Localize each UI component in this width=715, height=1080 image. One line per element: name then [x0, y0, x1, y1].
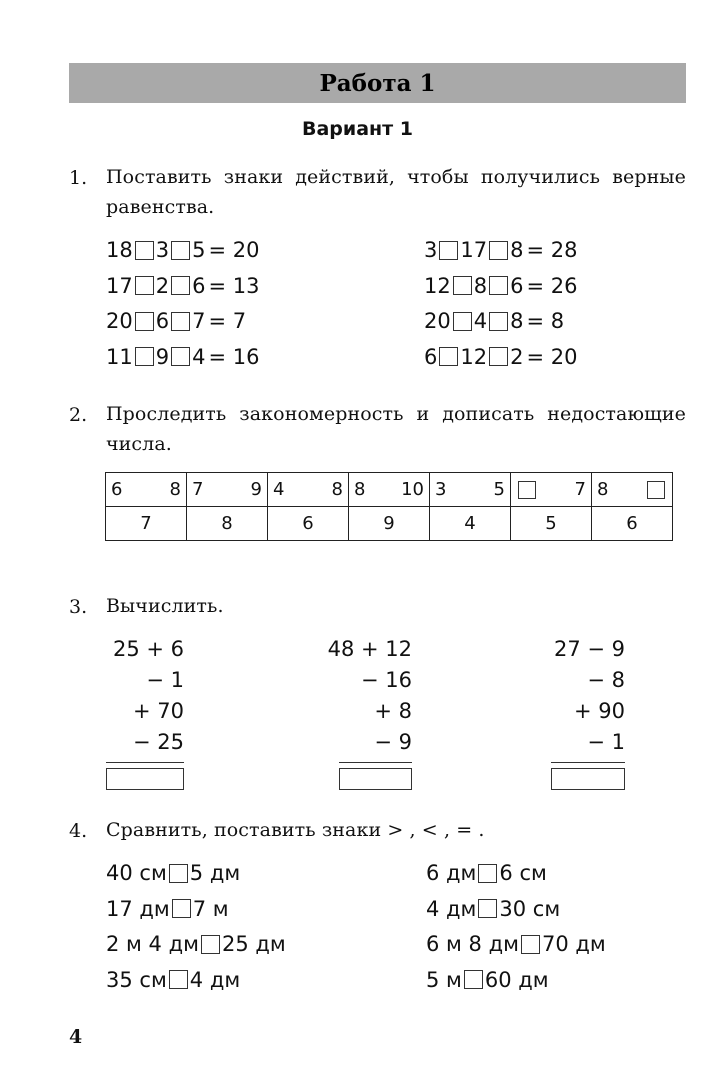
right-quantity: 4 дм: [189, 967, 241, 992]
left-equation: [106, 270, 259, 300]
operator-box[interactable]: [489, 312, 508, 331]
result: = 13: [208, 273, 260, 298]
left-quantity: 17 дм: [106, 896, 170, 921]
sign-box[interactable]: [169, 864, 188, 883]
pattern-number: 9: [250, 479, 262, 500]
calc-line: − 1: [146, 668, 184, 692]
pattern-number: 8: [169, 479, 181, 500]
pattern-number: 4: [273, 479, 285, 500]
operand: 2: [155, 273, 170, 298]
calc-line: + 8: [374, 699, 412, 723]
sign-box[interactable]: [478, 864, 497, 883]
variant-heading: Вариант 1: [301, 118, 413, 140]
result: = 8: [526, 309, 565, 333]
pattern-number: 7: [192, 479, 204, 500]
operator-box[interactable]: [489, 347, 508, 366]
calc-line: − 25: [133, 730, 184, 754]
operator-box[interactable]: [453, 312, 472, 331]
operand: 8: [510, 309, 524, 333]
operator-box[interactable]: [171, 312, 190, 331]
pattern-number: 8: [331, 479, 343, 500]
operator-box[interactable]: [171, 276, 190, 295]
result: = 16: [208, 344, 260, 369]
operand: 2: [510, 344, 524, 369]
comparison: [106, 893, 229, 923]
pattern-bottom-cell: 9: [349, 507, 430, 541]
comparison: [426, 928, 606, 958]
calc-line: − 1: [587, 730, 625, 754]
sign-box[interactable]: [521, 935, 540, 954]
task4-text: Сравнить, поставить знаки > , < , = .: [106, 819, 485, 841]
operator-box[interactable]: [171, 347, 190, 366]
right-quantity: 60 дм: [484, 967, 549, 992]
operator-box[interactable]: [489, 276, 508, 295]
operand: 12: [424, 273, 451, 298]
pattern-number: 5: [493, 479, 505, 500]
pattern-top-cell: [349, 473, 430, 507]
right-quantity: 7 м: [192, 896, 229, 921]
pattern-top-cell: [430, 473, 511, 507]
pattern-top-cell: [268, 473, 349, 507]
pattern-bottom-cell: 8: [187, 507, 268, 541]
operator-box[interactable]: [453, 276, 472, 295]
operand: 4: [473, 309, 488, 333]
operand: 6: [192, 273, 206, 298]
pattern-bottom-cell: 5: [511, 507, 592, 541]
operand: 12: [460, 344, 488, 369]
calc-line: 27 − 9: [553, 637, 625, 661]
operator-box[interactable]: [135, 241, 154, 260]
comparison: [426, 857, 547, 887]
pattern-number: 8: [354, 479, 366, 500]
pattern-bottom-cell: 7: [106, 507, 187, 541]
pattern-top-cell: [106, 473, 187, 507]
page-title: Работа 1: [319, 70, 436, 97]
left-quantity: 35 см: [106, 967, 167, 992]
operand: 20: [106, 309, 133, 333]
sign-box[interactable]: [169, 970, 188, 989]
task4-number: 4.: [69, 820, 88, 842]
calc-line: + 90: [574, 699, 625, 723]
operand: 3: [424, 238, 438, 262]
left-quantity: 6 м 8 дм: [426, 932, 519, 956]
operand: 6: [424, 344, 438, 369]
pattern-number: 10: [401, 479, 424, 500]
operand: 9: [155, 344, 170, 369]
sign-box[interactable]: [201, 935, 220, 954]
result-line: [339, 762, 412, 763]
calc-line: − 9: [374, 730, 412, 754]
operand: 7: [192, 309, 206, 333]
task2-number: 2.: [69, 404, 88, 426]
result: = 7: [208, 309, 247, 333]
pattern-bottom-cell: 4: [430, 507, 511, 541]
page-number: 4: [69, 1026, 83, 1048]
right-quantity: 30 см: [499, 896, 561, 921]
pattern-bottom-cell: 6: [592, 507, 673, 541]
task1-number: 1.: [69, 167, 88, 189]
task1-text: Поставить знаки действий, чтобы получились верные равенства.: [106, 166, 686, 218]
left-equation: [106, 234, 259, 264]
task3-text: Вычислить.: [106, 595, 224, 617]
pattern-bottom-cell: 6: [268, 507, 349, 541]
operand: 5: [192, 238, 206, 262]
sign-box[interactable]: [478, 899, 497, 918]
calc-column-3: [545, 634, 625, 758]
answer-box[interactable]: [339, 768, 412, 790]
task3-number: 3.: [69, 596, 88, 618]
operand: 18: [106, 238, 133, 262]
sign-box[interactable]: [464, 970, 483, 989]
title-bar: [69, 63, 686, 103]
operand: 11: [106, 344, 133, 369]
result-line: [106, 762, 184, 763]
operand: 20: [424, 309, 451, 333]
left-equation: [106, 341, 259, 371]
right-quantity: 5 дм: [189, 861, 241, 885]
right-quantity: 25 дм: [221, 932, 286, 956]
sign-box[interactable]: [172, 899, 191, 918]
operator-box[interactable]: [439, 241, 458, 260]
pattern-table: [105, 472, 673, 541]
operator-box[interactable]: [135, 276, 154, 295]
pattern-top-cell: [187, 473, 268, 507]
operand: 6: [510, 273, 524, 298]
calc-line: + 70: [133, 699, 184, 723]
calc-column-1: [106, 634, 184, 758]
left-quantity: 6 дм: [426, 861, 477, 885]
result: = 20: [526, 344, 578, 369]
right-equation: [424, 234, 577, 264]
missing-number-box[interactable]: [518, 481, 536, 499]
operator-box[interactable]: [135, 347, 154, 366]
operand: 3: [155, 238, 170, 262]
pattern-top-cell: [511, 473, 592, 507]
pattern-number: 8: [597, 479, 609, 500]
result: = 26: [526, 273, 578, 298]
calc-line: 25 + 6: [112, 637, 184, 661]
pattern-top-cell: [592, 473, 673, 507]
pattern-number: 3: [435, 479, 447, 500]
left-quantity: 40 см: [106, 861, 167, 885]
result-line: [551, 762, 625, 763]
pattern-number: 6: [111, 479, 123, 500]
left-quantity: 5 м: [426, 967, 462, 992]
result: = 28: [526, 238, 578, 262]
left-quantity: 4 дм: [426, 896, 477, 921]
operand: 8: [510, 238, 524, 262]
comparison: [426, 893, 560, 923]
left-quantity: 2 м 4 дм: [106, 932, 199, 956]
operator-box[interactable]: [489, 241, 508, 260]
calc-line: − 8: [587, 668, 625, 692]
calc-line: − 16: [361, 668, 412, 692]
operator-box[interactable]: [439, 347, 458, 366]
left-equation: [106, 305, 246, 335]
right-equation: [424, 341, 577, 371]
right-equation: [424, 270, 577, 300]
comparison: [426, 964, 549, 994]
right-equation: [424, 305, 564, 335]
result: = 20: [208, 238, 260, 262]
answer-box[interactable]: [551, 768, 625, 790]
operand: 8: [473, 273, 488, 298]
operator-box[interactable]: [135, 312, 154, 331]
missing-number-box[interactable]: [647, 481, 665, 499]
comparison: [106, 928, 286, 958]
operand: 17: [460, 238, 488, 262]
comparison: [106, 964, 240, 994]
pattern-number: 7: [574, 479, 586, 500]
operator-box[interactable]: [171, 241, 190, 260]
right-quantity: 70 дм: [541, 932, 606, 956]
comparison: [106, 857, 240, 887]
right-quantity: 6 см: [499, 861, 547, 885]
operand: 6: [155, 309, 170, 333]
task2-text: Проследить закономерность и дописать недостающие числа.: [106, 403, 686, 455]
answer-box[interactable]: [106, 768, 184, 790]
operand: 4: [192, 344, 206, 369]
operand: 17: [106, 273, 133, 298]
calc-line: 48 + 12: [327, 637, 412, 661]
calc-column-2: [324, 634, 412, 758]
